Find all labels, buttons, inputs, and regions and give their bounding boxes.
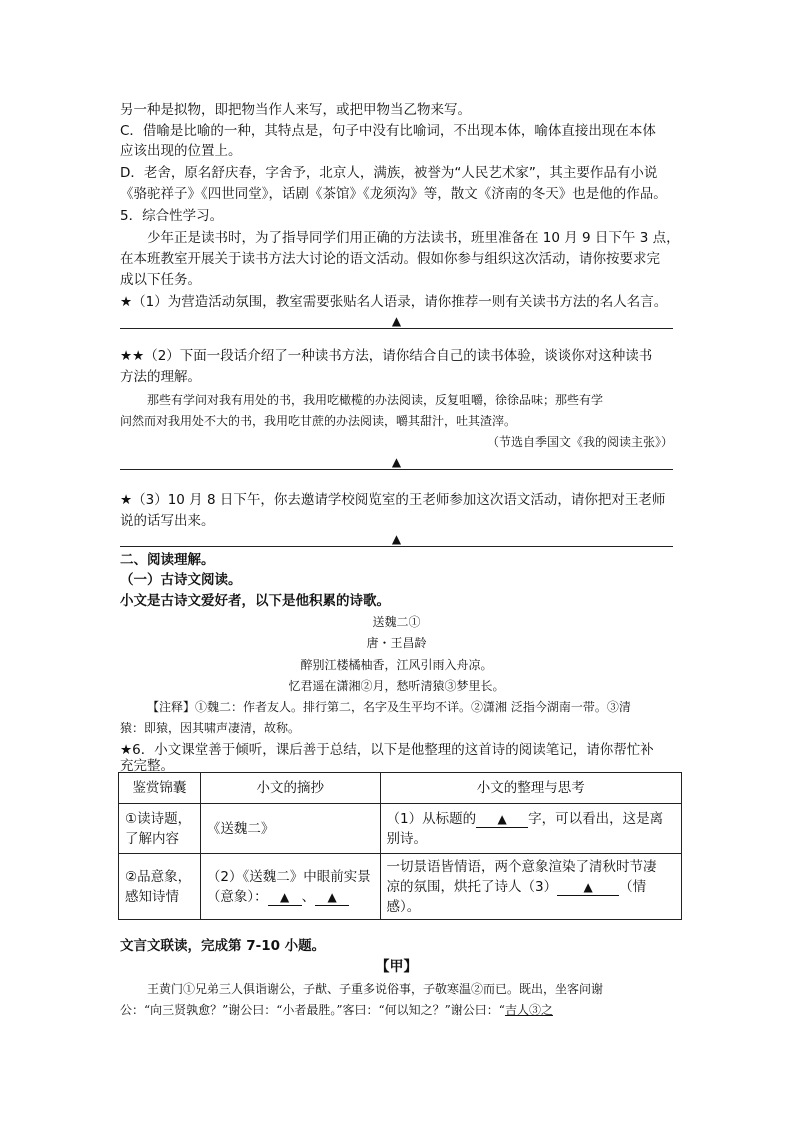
answer-mark: ▲ bbox=[280, 889, 290, 904]
table-cell-think bbox=[380, 804, 681, 854]
think-line3: 感）。 bbox=[386, 898, 421, 915]
q5-sub2-line2: 方法的理解。 bbox=[120, 369, 201, 385]
table-cell-think bbox=[380, 854, 681, 920]
q5-sub2-line1: ★★（2）下面一段话介绍了一种读书方法，请你结合自己的读书体验，谈谈你对这种读书 bbox=[120, 348, 653, 364]
option-d-line2: 《骆驼祥子》《四世同堂》，话剧《茶馆》《龙须沟》等，散文《济南的冬天》也是他的作品。 bbox=[120, 186, 667, 202]
classical-line2-text: 公：“向三贤孰愈？”谢公曰：“小者最胜。”客曰：“何以知之？”谢公曰：“ bbox=[120, 1003, 505, 1017]
quote-source: （节选自季国文《我的阅读主张》） bbox=[486, 435, 673, 449]
excerpt-sep: 、 bbox=[301, 888, 316, 905]
table-header: 鉴赏锦囊 bbox=[119, 773, 201, 804]
poem-line1: 醉别江楼橘柚香，江风引雨入舟凉。 bbox=[300, 658, 493, 672]
table-header: 小文的摘抄 bbox=[200, 773, 380, 804]
table-cell-excerpt bbox=[200, 804, 380, 854]
excerpt-pre: （意象）： bbox=[206, 888, 268, 905]
think-line2: 别诗。 bbox=[386, 830, 428, 847]
answer-mark: ▲ bbox=[391, 455, 402, 469]
section2-lead: 小文是古诗文爱好者，以下是他积累的诗歌。 bbox=[120, 593, 390, 609]
quote-line1: 那些有学问对我有用处的书，我用吃橄榄的办法阅读，反复咀嚼，徐徐品味；那些有学 bbox=[147, 393, 604, 407]
table-row bbox=[119, 854, 682, 920]
table-cell-tip bbox=[119, 854, 201, 920]
tip-line1: ①读诗题， bbox=[125, 810, 192, 827]
q5-intro-line2: 在本班教室开展关于读书方法大讨论的语文活动。假如你参与组织这次活动，请你按要求完 bbox=[120, 251, 660, 267]
excerpt-line1: （2）《送魏二》中眼前实景 bbox=[206, 868, 371, 885]
table-cell-tip bbox=[119, 804, 201, 854]
tip-line2: 感知诗情 bbox=[125, 888, 179, 905]
option-c-line1: C．借喻是比喻的一种，其特点是，句子中没有比喻词，不出现本体，喻体直接出现在本体 bbox=[120, 123, 656, 139]
section2-sub: （一）古诗文阅读。 bbox=[120, 572, 242, 588]
answer-blank-2a[interactable] bbox=[268, 889, 302, 906]
reading-notes-table bbox=[118, 772, 682, 920]
answer-mark: ▲ bbox=[497, 811, 507, 826]
tip-line1: ②品意象， bbox=[125, 868, 192, 885]
quote-line2: 问然而对我用处不大的书，我用吃甘蔗的办法阅读，嚼其甜汁，吐其渣滓。 bbox=[120, 414, 517, 428]
q6-line1: ★6．小文课堂善于倾听，课后善于总结，以下是他整理的这首诗的阅读笔记，请你帮忙补 bbox=[120, 742, 654, 758]
q5-intro-line1: 少年正是读书时，为了指导同学们用正确的方法读书，班里准备在 10 月 9 日下午 3 点， bbox=[147, 230, 680, 246]
think-line1: 一切景语皆情语，两个意象渲染了清秋时节凄 bbox=[386, 858, 657, 875]
table-header-row bbox=[119, 773, 682, 804]
answer-blank-1[interactable] bbox=[476, 811, 528, 828]
answer-mark: ▲ bbox=[391, 314, 402, 328]
classical-line2 bbox=[120, 1000, 553, 1020]
option-c-line2: 应该出现的位置上。 bbox=[120, 143, 242, 159]
q5-intro-line3: 成以下任务。 bbox=[120, 272, 201, 288]
classical-line1: 王黄门①兄弟三人俱诣谢公，子猷、子重多说俗事，子敬寒温②而已。既出，坐客问谢 bbox=[147, 982, 604, 996]
answer-line[interactable] bbox=[120, 328, 673, 329]
answer-line[interactable] bbox=[120, 546, 673, 547]
poem-author: 唐・王昌龄 bbox=[366, 636, 427, 650]
q5-sub3-line1: ★（3）10 月 8 日下午，你去邀请学校阅览室的王老师参加这次语文活动，请你把对王老师 bbox=[120, 492, 666, 508]
option-b-continuation: 另一种是拟物，即把物当作人来写，或把甲物当乙物来写。 bbox=[120, 102, 471, 118]
answer-blank-3[interactable] bbox=[557, 879, 619, 896]
q5-title: 5．综合性学习。 bbox=[120, 208, 224, 224]
classical-title: 【甲】 bbox=[375, 959, 418, 975]
q5-sub3-line2: 说的话写出来。 bbox=[120, 513, 215, 529]
classical-line2-underlined: 吉人③之 bbox=[504, 1003, 553, 1017]
poem-title: 送魏二① bbox=[372, 615, 421, 629]
answer-mark: ▲ bbox=[583, 879, 593, 894]
poem-line2: 忆君遥在潇湘②月，愁听清猿③梦里长。 bbox=[288, 679, 505, 693]
poem-note-line1: 【注释】①魏二：作者友人。排行第二，名字及生平均不详。②潇湘 泛指今湖南一带。③清 bbox=[147, 700, 631, 714]
table-header: 小文的整理与思考 bbox=[380, 773, 681, 804]
poem-note-line2: 猿：即猿，因其啸声凄清，故称。 bbox=[120, 721, 301, 735]
answer-blank-2b[interactable] bbox=[315, 889, 349, 906]
answer-mark: ▲ bbox=[391, 532, 402, 546]
q6-line2: 充完整。 bbox=[120, 758, 174, 774]
think-text-pre: （1）从标题的 bbox=[386, 810, 477, 827]
think-text-pre: 凉的氛围，烘托了诗人（3） bbox=[386, 878, 558, 895]
q5-sub1: ★（1）为营造活动氛围，教室需要张贴名人语录，请你推荐一则有关读书方法的名人名言。 bbox=[120, 294, 668, 310]
classical-lead: 文言文联读，完成第 7-10 小题。 bbox=[120, 938, 326, 954]
tip-line2: 了解内容 bbox=[125, 830, 179, 847]
think-text-post: （情 bbox=[619, 878, 647, 895]
answer-line[interactable] bbox=[120, 469, 673, 470]
answer-mark: ▲ bbox=[327, 889, 337, 904]
table-cell-excerpt bbox=[200, 854, 380, 920]
think-text-post: 字，可以看出，这是离 bbox=[528, 810, 664, 827]
excerpt-text: 《送魏二》 bbox=[206, 820, 275, 837]
table-row bbox=[119, 804, 682, 854]
section2-title: 二、阅读理解。 bbox=[120, 552, 215, 568]
option-d-line1: D．老舍，原名舒庆春，字舍予，北京人，满族，被誉为“人民艺术家”，其主要作品有小说 bbox=[120, 165, 658, 181]
